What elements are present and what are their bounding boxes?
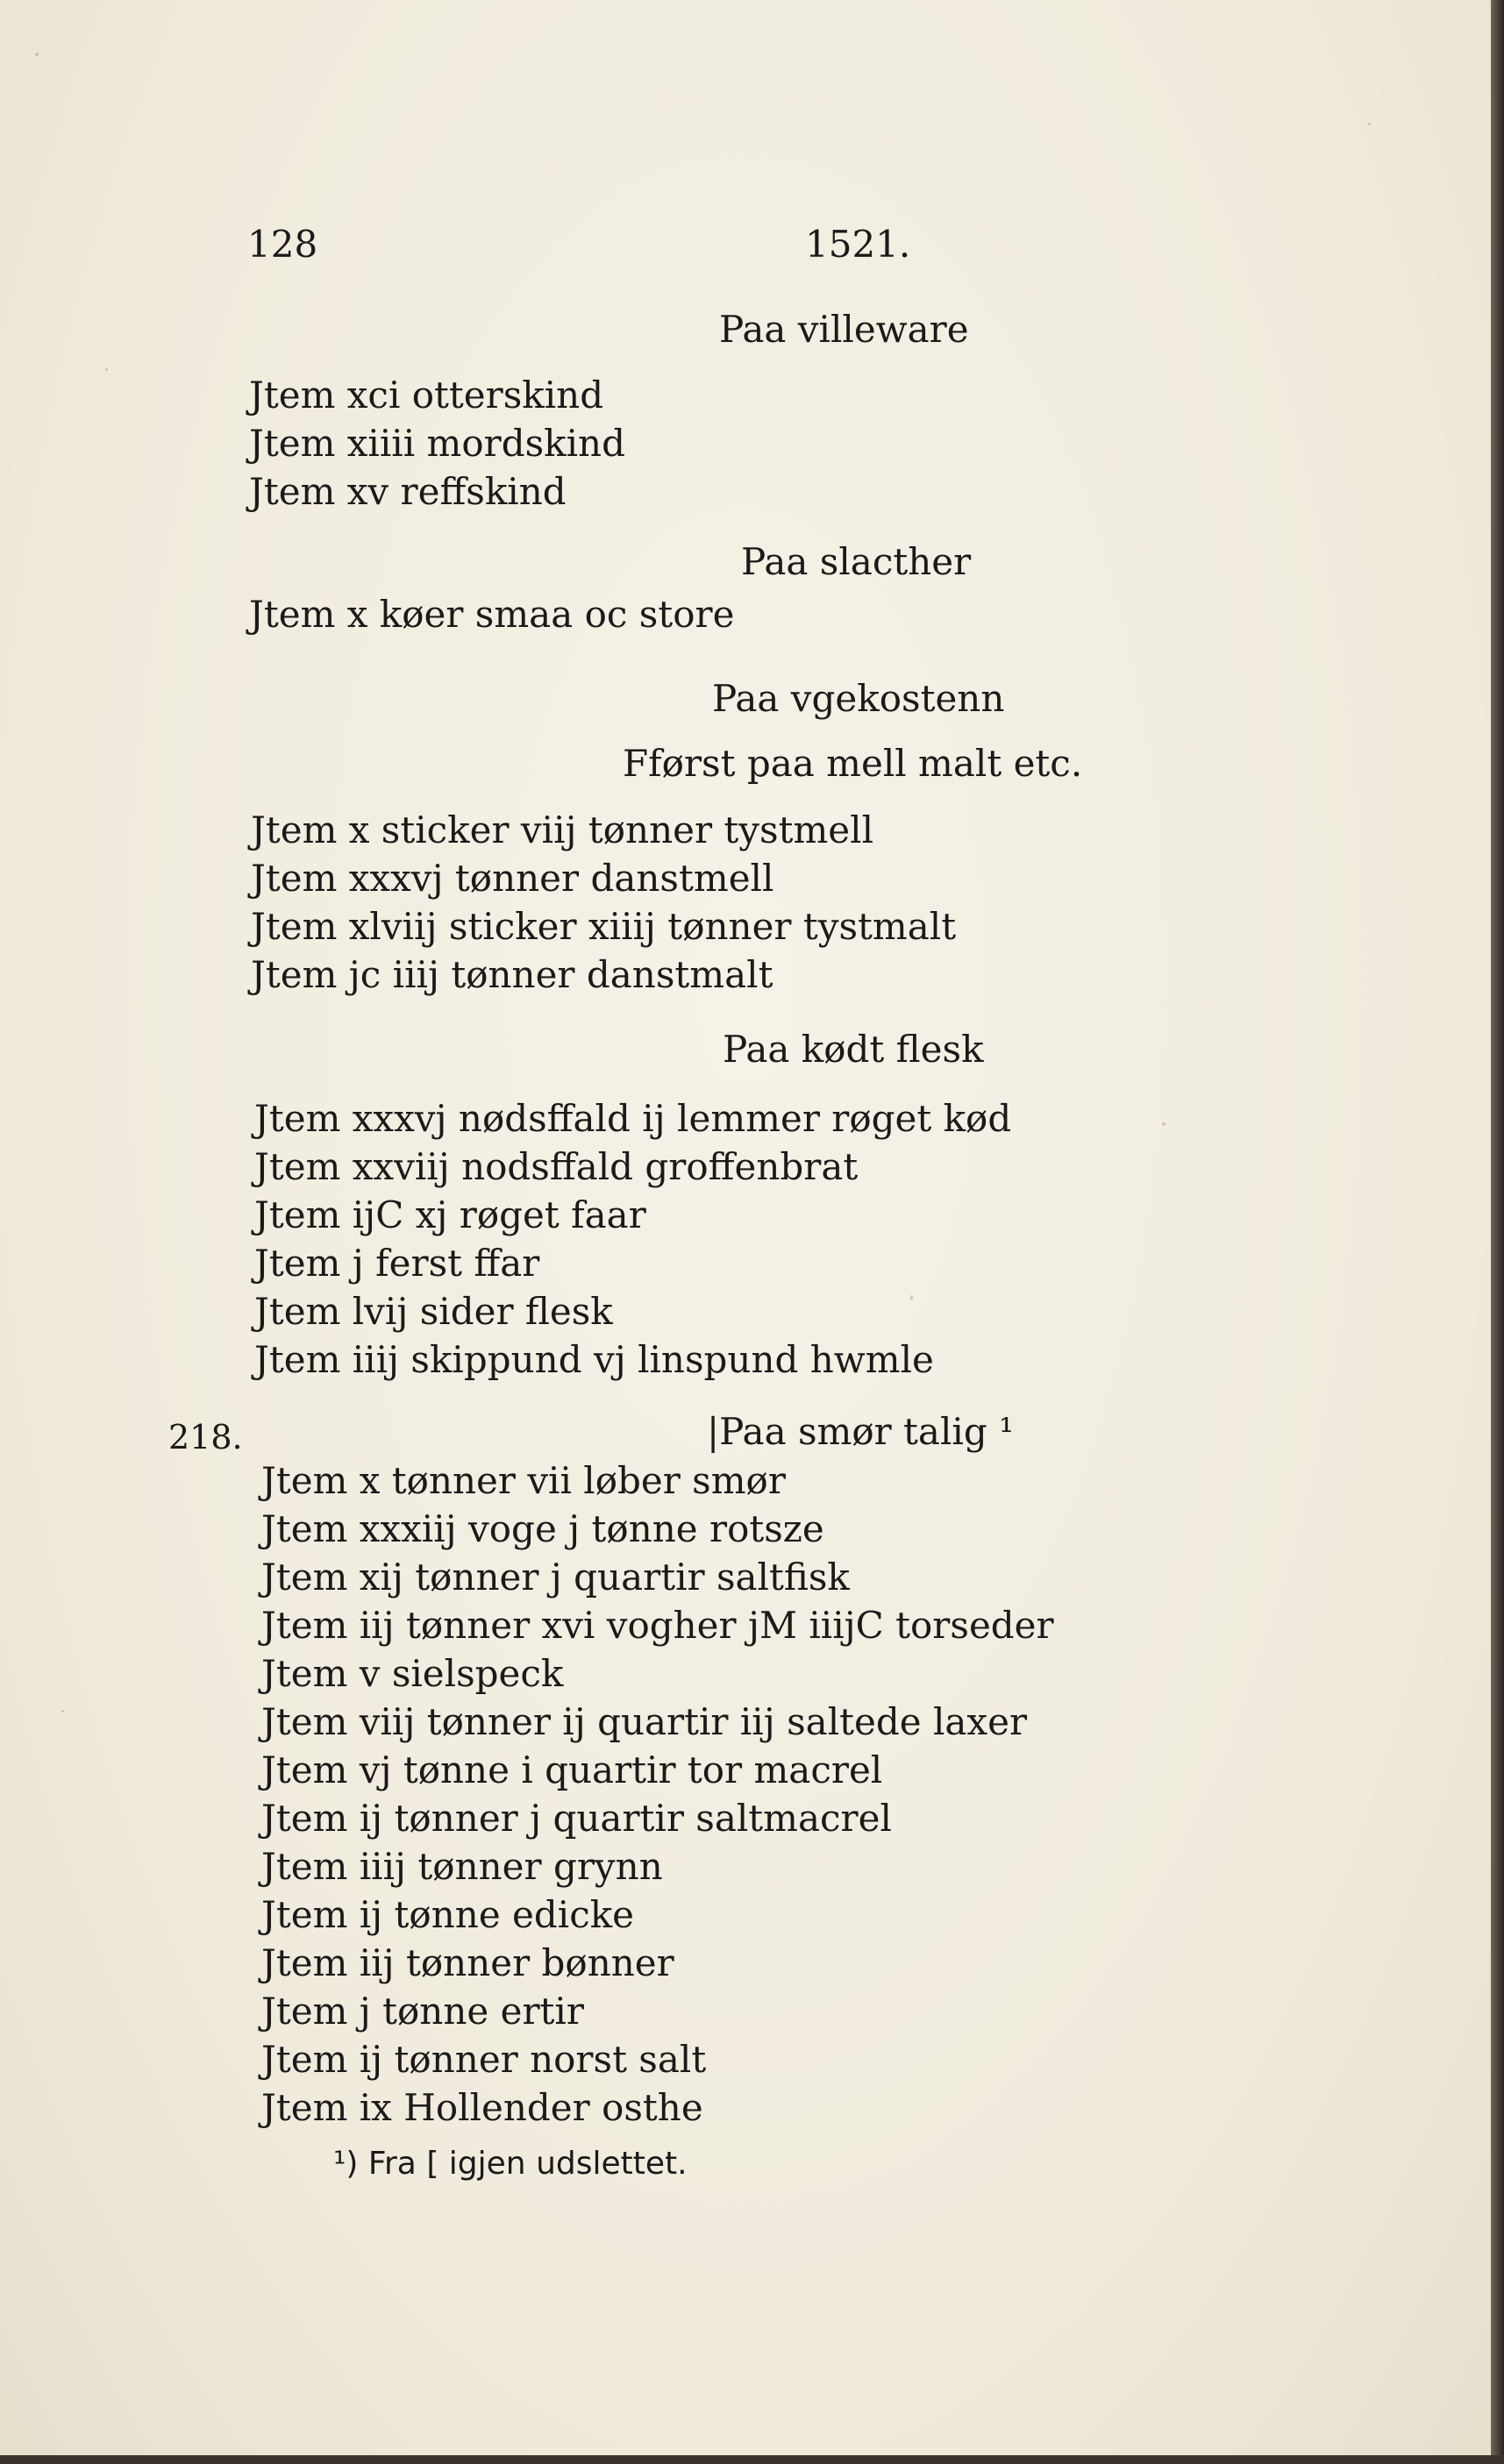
section-heading: Paa vgekostenn xyxy=(712,677,1005,720)
entry-line: Jtem iij tønner bønner xyxy=(261,1941,674,1984)
section-heading: Paa slacther xyxy=(741,540,972,583)
entry-line: Jtem lvij sider flesk xyxy=(254,1290,613,1333)
entry-line: Jtem jc iiij tønner danstmalt xyxy=(251,953,773,996)
section-heading: Paa villeware xyxy=(719,308,969,351)
section-subheading: Fførst paa mell malt etc. xyxy=(623,742,1083,785)
entry-line: Jtem vj tønne i quartir tor macrel xyxy=(261,1748,883,1791)
entry-line: Jtem ix Hollender osthe xyxy=(261,2086,703,2129)
entry-line: Jtem x tønner vii løber smør xyxy=(261,1459,786,1502)
paper-speck xyxy=(35,53,39,56)
entry-line: Jtem xxxvj tønner danstmell xyxy=(251,857,774,900)
entry-line: Jtem v sielspeck xyxy=(261,1652,564,1695)
paper-speck xyxy=(105,368,108,371)
entry-line: Jtem xv reffskind xyxy=(249,470,567,513)
entry-line: Jtem iij tønner xvi vogher jM iiijC torseder xyxy=(261,1604,1054,1647)
entry-line: Jtem xxxvj nødsffald ij lemmer røget kød xyxy=(254,1097,1012,1140)
paper-speck xyxy=(1368,123,1371,125)
page-edge-bottom xyxy=(0,2455,1504,2464)
paper-speck xyxy=(910,1295,913,1300)
entry-line: Jtem viij tønner ij quartir iij saltede laxer xyxy=(261,1700,1028,1743)
entry-line: Jtem xxxiij voge j tønne rotsze xyxy=(261,1507,824,1550)
page-edge-shadow xyxy=(1491,0,1504,2464)
entry-line: Jtem xiiii mordskind xyxy=(249,422,625,465)
entry-line: Jtem x sticker viij tønner tystmell xyxy=(251,808,874,851)
margin-number: 218. xyxy=(168,1418,243,1456)
section-heading: |Paa smør talig ¹ xyxy=(707,1410,1014,1453)
page-number: 128 xyxy=(247,223,318,266)
entry-line: Jtem ij tønner j quartir saltmacrel xyxy=(261,1797,892,1840)
entry-line: Jtem ij tønne edicke xyxy=(261,1893,635,1936)
paper-speck xyxy=(1162,1122,1165,1126)
page-year: 1521. xyxy=(805,223,911,266)
entry-line: Jtem ij tønner norst salt xyxy=(261,2038,707,2081)
entry-line: Jtem xci otterskind xyxy=(249,374,604,417)
entry-line: Jtem xij tønner j quartir saltfisk xyxy=(261,1556,850,1599)
entry-line: Jtem x køer smaa oc store xyxy=(249,593,735,636)
entry-line: Jtem iiij skippund vj linspund hwmle xyxy=(254,1338,934,1381)
entry-line: Jtem iiij tønner grynn xyxy=(261,1845,663,1888)
section-heading: Paa kødt flesk xyxy=(723,1028,984,1071)
entry-line: Jtem j tønne ertir xyxy=(261,1990,584,2033)
entry-line: Jtem j ferst ffar xyxy=(254,1242,540,1285)
footnote: ¹) Fra [ igjen udslettet. xyxy=(333,2146,688,2182)
entry-line: Jtem ijC xj røget faar xyxy=(254,1193,646,1236)
entry-line: Jtem xlviij sticker xiiij tønner tystmalt xyxy=(251,905,957,948)
entry-line: Jtem xxviij nodsffald groffenbrat xyxy=(254,1145,859,1188)
paper-speck xyxy=(61,1710,64,1713)
